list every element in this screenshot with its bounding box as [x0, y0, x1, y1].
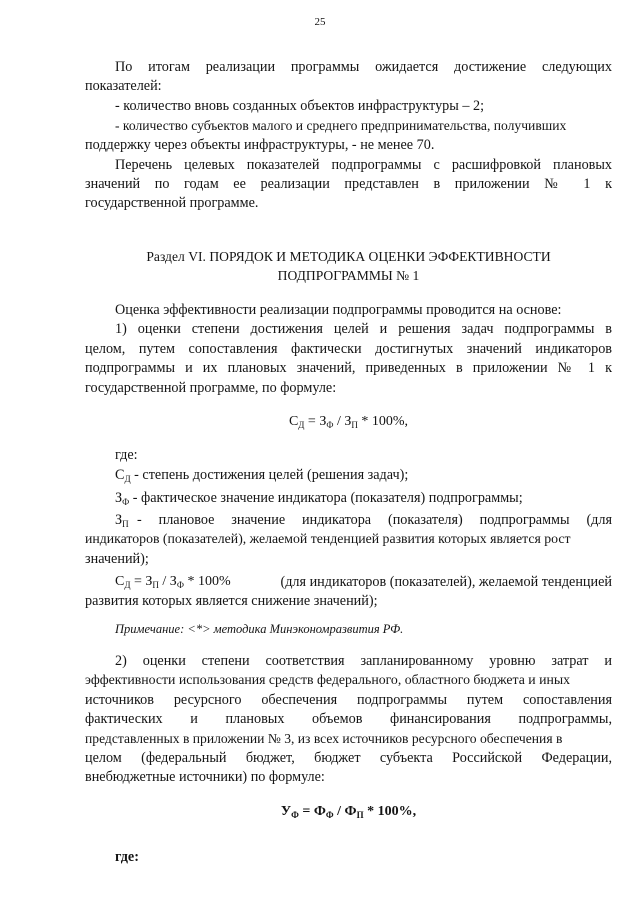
second-line: целом (федеральный бюджет, бюджет субъекта Российской Федерации,: [85, 750, 612, 766]
def-zf: $З_Ф$ - фактическое значение индикатора (показателя) подпрограммы;: [115, 490, 523, 507]
section-title: ПОДПРОГРАММЫ № 1: [277, 268, 420, 283]
note: Примечание: <*> методика Минэкономразвития РФ.: [115, 622, 404, 636]
intro-line: показателей:: [85, 78, 162, 94]
method-line: 1) оценки степени достижения целей и решения задач подпрограммы в: [115, 321, 612, 337]
page-number: 25: [314, 16, 326, 28]
second-line: источников ресурсного обеспечения подпрограммы путем сопоставления: [85, 692, 612, 708]
method-line: целом, путем сопоставления фактически достигнутых значений индикаторов: [85, 341, 612, 357]
def-zp-cont: значений);: [85, 551, 149, 567]
where-label: где:: [115, 849, 139, 865]
second-line: фактических и плановых объемов финансирования подпрограммы,: [85, 711, 612, 727]
method-line: государственной программе, по формуле:: [85, 380, 337, 396]
second-line: представленных в приложении № 3, из всех источников ресурсного обеспечения в: [85, 731, 563, 746]
second-line: 2) оценки степени соответствия запланированному уровню затрат и: [115, 653, 612, 669]
intro-line: Перечень целевых показателей подпрограммы с расшифровкой плановых: [115, 157, 612, 173]
def-zp-cont: индикаторов (показателей), желаемой тенденцией развития которых является рост: [85, 531, 571, 546]
intro-bullet: - количество субъектов малого и среднего предпринимательства, получивших: [115, 118, 567, 133]
intro-line: поддержку через объекты инфраструктуры, - не менее 70.: [85, 137, 435, 153]
formula-achievement: $С_Д = З_Ф / З_П * 100\%$,: [288, 414, 409, 430]
method-line: Оценка эффективности реализации подпрограммы проводится на основе:: [115, 302, 562, 318]
formula-cost: $У_Ф = Ф_Ф / Ф_П * 100\%$,: [280, 804, 417, 820]
second-line: эффективности использования средств федерального, областного бюджета и иных: [85, 672, 571, 687]
intro-line: По итогам реализации программы ожидается достижение следующих: [115, 59, 612, 75]
intro-line: значений по годам ее реализации представлен в приложении № 1 к: [85, 176, 612, 192]
intro-line: государственной программе.: [85, 195, 259, 211]
def-cd: $С_Д$ - степень достижения целей (решения задач);: [115, 467, 409, 484]
def-zp: $З_П$ - плановое значение индикатора (показателя) подпрограммы (для: [115, 512, 612, 529]
formula-decrease-cont: развития которых является снижение значений);: [85, 593, 378, 609]
method-line: подпрограммы и их плановых значений, приведенных в приложении № 1 к: [85, 360, 612, 376]
section-title: Раздел VI. ПОРЯДОК И МЕТОДИКА ОЦЕНКИ ЭФФЕКТИВНОСТИ: [146, 249, 551, 264]
second-line: внебюджетные источники) по формуле:: [85, 769, 325, 785]
where-label: где:: [115, 447, 138, 463]
intro-bullet: - количество вновь созданных объектов инфраструктуры – 2;: [115, 98, 485, 114]
formula-decrease: $С_Д = З_П / З_Ф * 100\%$ (для индикаторов (показателей), желаемой тенденцией: [115, 574, 612, 590]
